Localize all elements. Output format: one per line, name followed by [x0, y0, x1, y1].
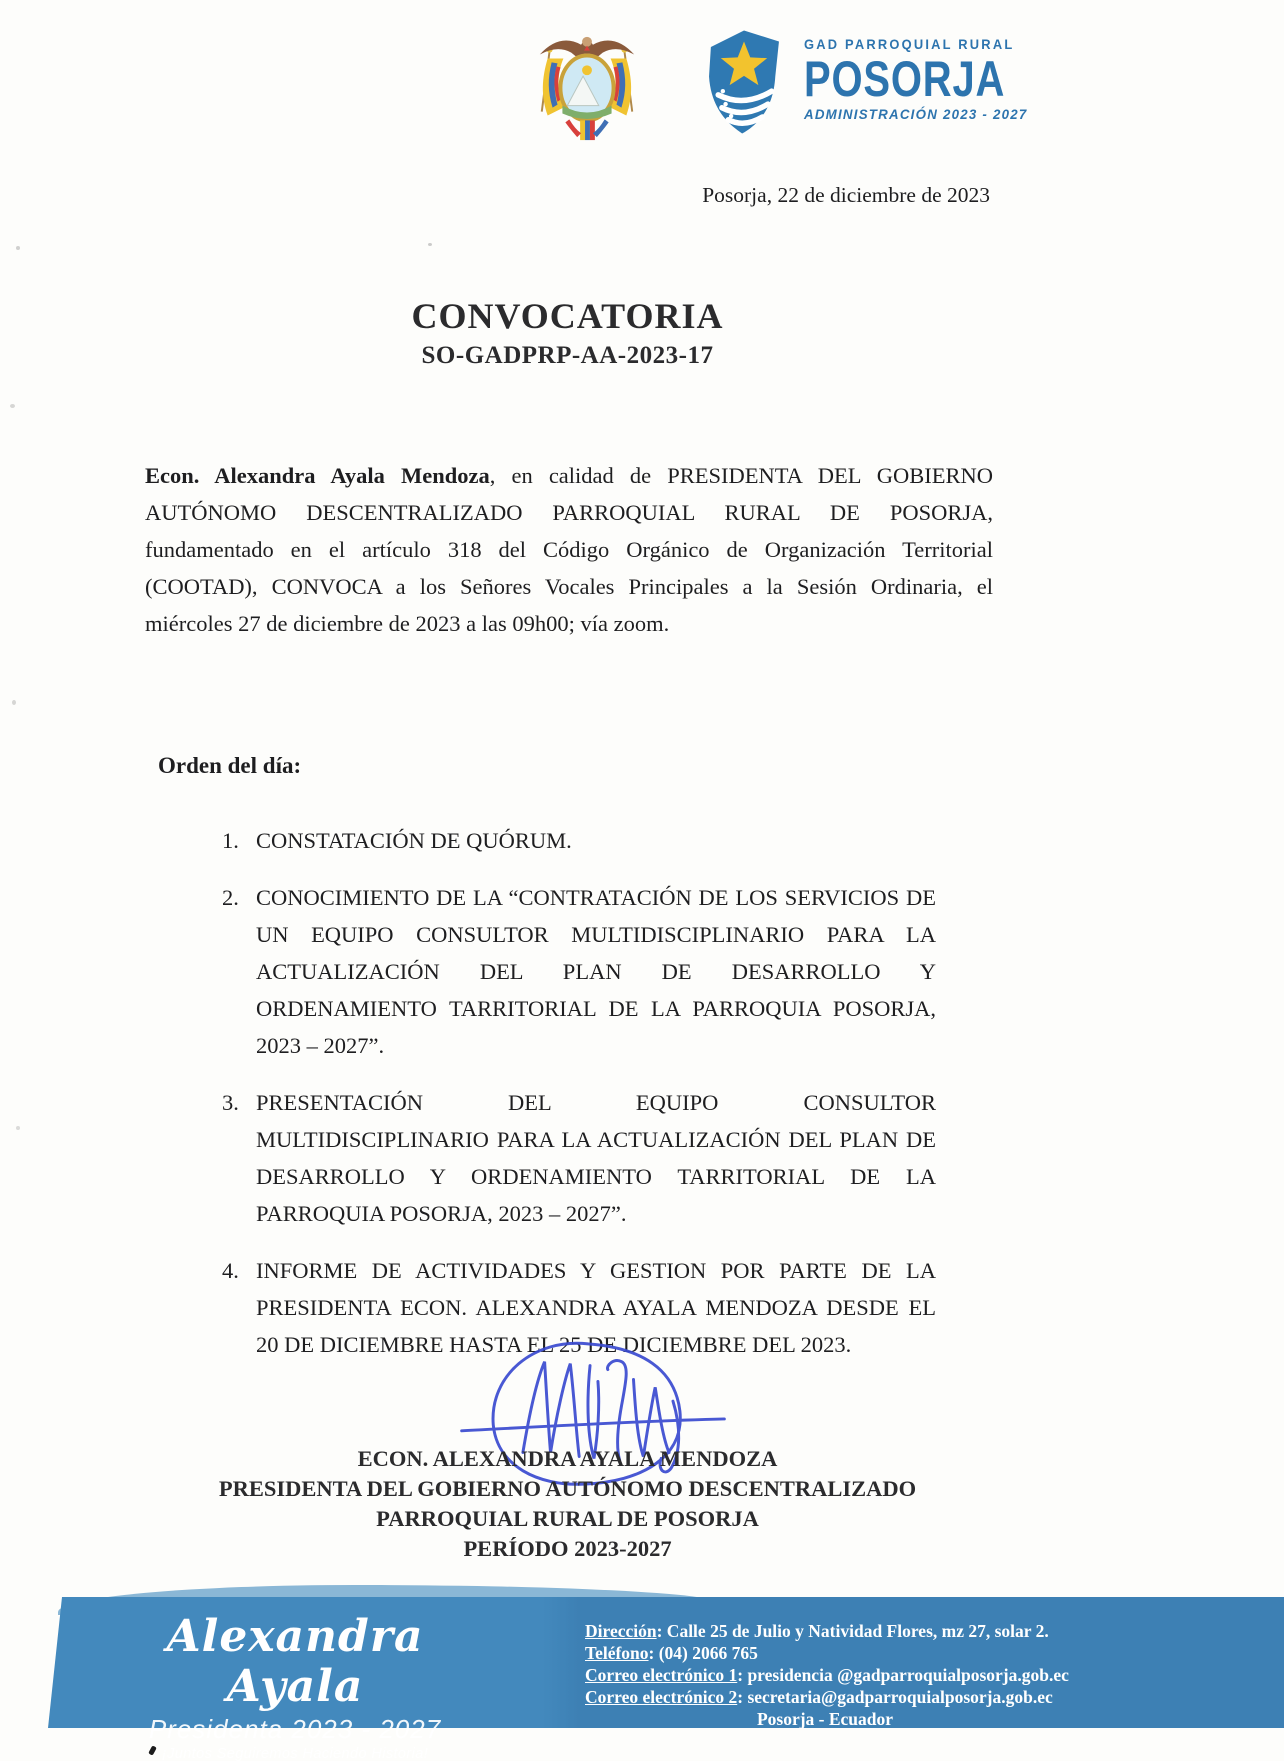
- agenda-item-text: CONOCIMIENTO DE LA “CONTRATACIÓN DE LOS SERVICIOS DE UN EQUIPO CONSULTOR MULTIDISCIPLINARIO PARA LA ACTUALIZACIÓN DEL PLAN DE DESARROLLO Y ORDENAMIENTO TARRITORIAL DE LA PARROQUIA POSORJA, 2023 – 2027”.: [256, 885, 936, 1058]
- contact-email-2: [585, 1686, 1125, 1708]
- signature-block: [145, 1444, 990, 1564]
- signatory-title-1: PRESIDENTA DEL GOBIERNO AUTÓNOMO DESCENTRALIZADO: [218, 1476, 917, 1501]
- agenda-item-1: [222, 822, 936, 859]
- contact-address: [585, 1620, 1125, 1642]
- intro-rest: , en calidad de PRESIDENTA DEL GOBIERNO AUTÓNOMO DESCENTRALIZADO PARROQUIAL RURAL DE POSORJA, fundamentado en el artículo 318 del Código Orgánico de Organización Territorial (COOTAD), CONVOCA a los Señores Vocales Principales a la Sesión Ordinaria, el miércoles 27 de diciembre de 2023 a las 09h00; vía zoom.: [145, 463, 994, 636]
- scan-artifact: [428, 243, 432, 246]
- signatory-name: ECON. ALEXANDRA AYALA MENDOZA: [357, 1446, 778, 1471]
- footer-role: Presidenta 2023 - 2027: [148, 1714, 442, 1744]
- scan-artifact: [12, 700, 16, 705]
- contact-email-1-label: Correo electrónico 1: [585, 1665, 738, 1685]
- contact-phone-label: Teléfono: [585, 1643, 649, 1663]
- agenda-heading: Orden del día:: [158, 753, 302, 778]
- contact-address-value: : Calle 25 de Julio y Natividad Flores, mz 27, solar 2.: [656, 1621, 1049, 1641]
- ecuador-coat-of-arms-icon: [528, 26, 646, 146]
- footer-tagline: ¡Juntos Seguiremos Haciendo Historia!: [161, 1746, 429, 1761]
- document-code: SO-GADPRP-AA-2023-17: [421, 342, 714, 369]
- footer-contact-info: [585, 1620, 1125, 1730]
- signatory-period: PERÍODO 2023-2027: [463, 1536, 672, 1561]
- logo-small-text: GAD PARROQUIAL RURAL: [804, 36, 1015, 52]
- agenda-item-number: 2.: [222, 885, 239, 910]
- contact-email-1-value: : presidencia @gadparroquialposorja.gob.ec: [737, 1665, 1069, 1685]
- agenda-item-number: 3.: [222, 1090, 239, 1115]
- footer-identity: [95, 1612, 495, 1761]
- logo-admin-text: ADMINISTRACIÓN 2023 - 2027: [804, 106, 1028, 122]
- agenda-item-2: [222, 879, 936, 1064]
- contact-phone-value: : (04) 2066 765: [648, 1643, 758, 1663]
- scan-artifact: [16, 246, 20, 250]
- agenda-item-number: 4.: [222, 1258, 239, 1283]
- logo-name-text: POSORJA: [804, 51, 1006, 107]
- contact-email-1: [585, 1664, 1125, 1686]
- scan-artifact: [10, 404, 15, 408]
- scan-artifact: [16, 1126, 20, 1130]
- agenda-list: [222, 822, 936, 1383]
- signatory-title-2: PARROQUIAL RURAL DE POSORJA: [376, 1506, 759, 1531]
- posorja-logo: [698, 24, 1056, 140]
- footer-name-script: Alexandra Ayala: [166, 1611, 424, 1712]
- footer-location: Posorja - Ecuador: [756, 1709, 894, 1729]
- contact-email-2-value: : secretaria@gadparroquialposorja.gob.ec: [737, 1687, 1053, 1707]
- contact-email-2-label: Correo electrónico 2: [585, 1687, 738, 1707]
- agenda-item-number: 1.: [222, 828, 239, 853]
- agenda-item-text: INFORME DE ACTIVIDADES Y GESTION POR PARTE DE LA PRESIDENTA ECON. ALEXANDRA AYALA MENDOZA DESDE EL 20 DE DICIEMBRE HASTA EL 25 DE DICIEMBRE DEL 2023.: [256, 1258, 936, 1357]
- posorja-shield-icon: [698, 24, 790, 140]
- agenda-item-text: CONSTATACIÓN DE QUÓRUM.: [256, 828, 572, 853]
- intro-lead: Econ. Alexandra Ayala Mendoza: [145, 463, 490, 488]
- document-title: CONVOCATORIA: [411, 296, 724, 336]
- date-line: Posorja, 22 de diciembre de 2023: [702, 183, 990, 207]
- contact-phone: [585, 1642, 1125, 1664]
- agenda-item-3: [222, 1084, 936, 1232]
- contact-address-label: Dirección: [585, 1621, 657, 1641]
- agenda-item-text: PRESENTACIÓN DEL EQUIPO CONSULTOR MULTIDISCIPLINARIO PARA LA ACTUALIZACIÓN DEL PLAN DE DESARROLLO Y ORDENAMIENTO TARRITORIAL DE LA PARROQUIA POSORJA, 2023 – 2027”.: [256, 1090, 936, 1226]
- intro-paragraph: [145, 457, 993, 642]
